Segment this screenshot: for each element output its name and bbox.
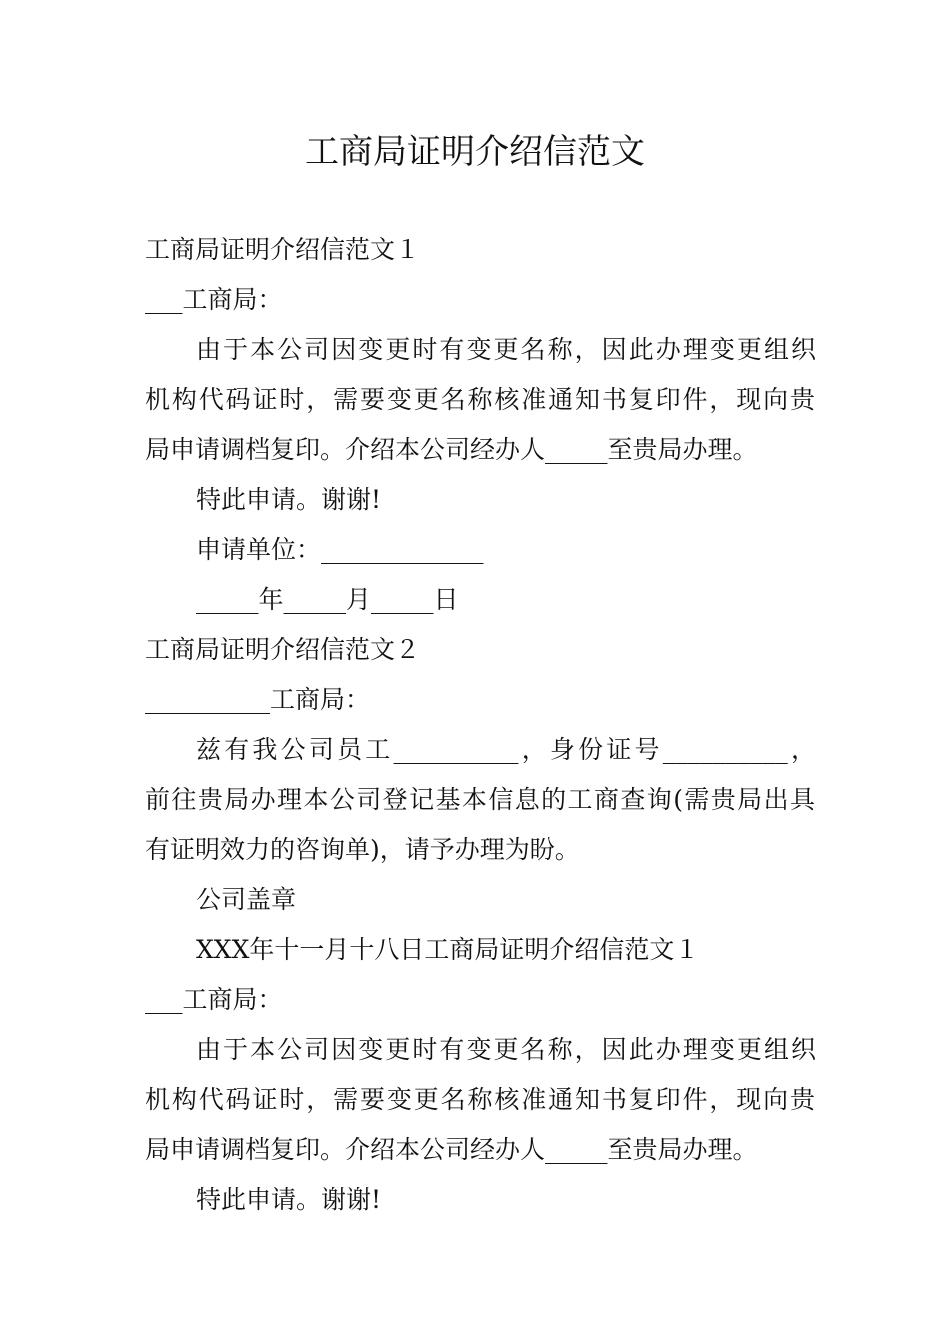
- date-and-heading-line: XXX年十一月十八日工商局证明介绍信范文１: [196, 935, 700, 964]
- paragraph-line: 有证明效力的咨询单)，请予办理为盼。: [145, 835, 580, 864]
- paragraph-line: 局申请调档复印。介绍本公司经办人_____至贵局办理。: [145, 435, 758, 464]
- letter-salutation: __________工商局：: [145, 685, 371, 714]
- date-line: _____年_____月_____日: [196, 585, 459, 614]
- letter-salutation: ___工商局：: [145, 285, 283, 314]
- paragraph-line: 由于本公司因变更时有变更名称，因此办理变更组织: [196, 335, 816, 364]
- paragraph-line: 兹有我公司员工__________，身份证号__________，: [196, 735, 816, 764]
- company-seal-line: 公司盖章: [196, 885, 297, 914]
- paragraph-line: 由于本公司因变更时有变更名称，因此办理变更组织: [196, 1035, 816, 1064]
- closing-line: 特此申请。谢谢!: [196, 485, 382, 514]
- document-title: 工商局证明介绍信范文: [305, 132, 645, 172]
- letter-salutation: ___工商局：: [145, 985, 283, 1014]
- paragraph-line: 前往贵局办理本公司登记基本信息的工商查询(需贵局出具: [145, 785, 815, 814]
- closing-line: 特此申请。谢谢!: [196, 1185, 382, 1214]
- applicant-unit-line: 申请单位：_____________: [196, 535, 484, 564]
- section-heading-1: 工商局证明介绍信范文１: [145, 235, 421, 264]
- paragraph-line: 机构代码证时，需要变更名称核准通知书复印件，现向贵: [145, 1085, 815, 1114]
- paragraph-line: 机构代码证时，需要变更名称核准通知书复印件，现向贵: [145, 385, 815, 414]
- paragraph-line: 局申请调档复印。介绍本公司经办人_____至贵局办理。: [145, 1135, 758, 1164]
- section-heading-2: 工商局证明介绍信范文２: [145, 635, 421, 664]
